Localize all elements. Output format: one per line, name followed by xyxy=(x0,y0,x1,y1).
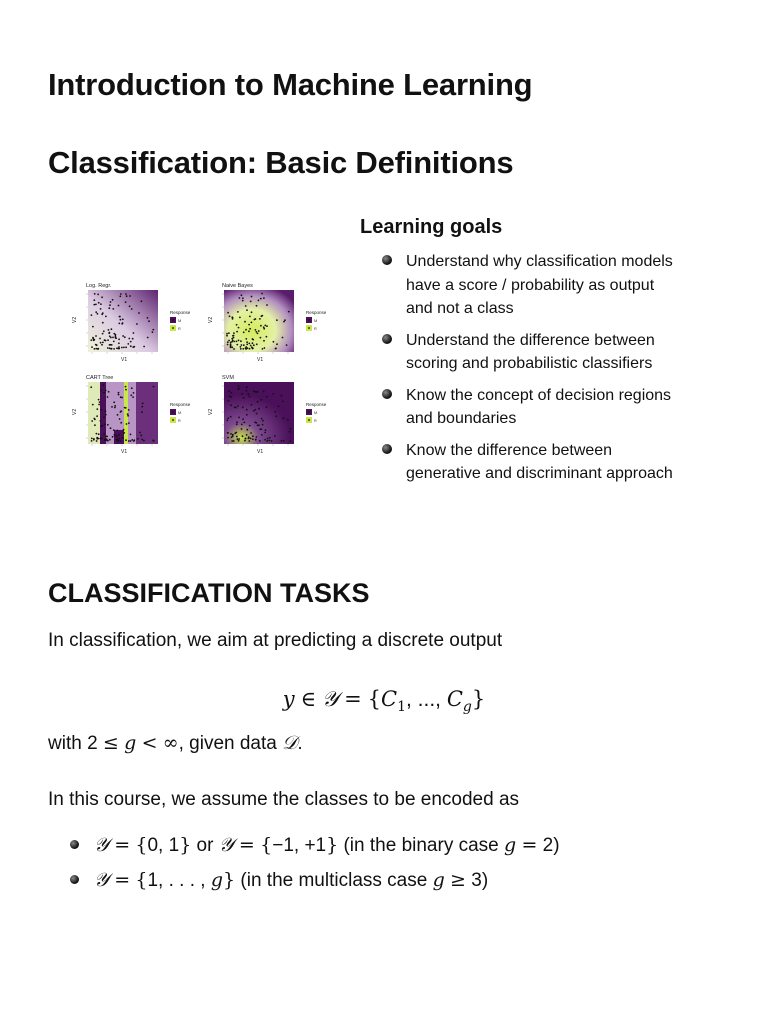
y-axis-label: V2 xyxy=(72,408,78,415)
legend-label: R xyxy=(314,419,317,423)
panel-title: CART Tree xyxy=(86,375,114,381)
learning-goals-heading: Learning goals xyxy=(360,216,503,238)
y-axis-label: V2 xyxy=(208,316,214,323)
learning-goal-text: Know the concept of decision regions and boundaries xyxy=(406,386,672,427)
legend-title: Response xyxy=(170,310,191,315)
bullet-icon xyxy=(70,875,79,884)
intro-paragraph: In classification, we aim at predicting a discrete output xyxy=(48,630,503,651)
panel-title: SVM xyxy=(222,375,234,381)
legend-label: M xyxy=(314,319,318,323)
learning-goal-text: Understand the difference between scoring and probabilistic classifiers xyxy=(406,331,655,372)
y-axis-label: V2 xyxy=(208,408,214,415)
x-axis-label: V1 xyxy=(257,449,264,455)
learning-goals-list xyxy=(382,250,682,494)
x-axis-label: V1 xyxy=(121,449,128,455)
learning-goal-item xyxy=(382,439,682,486)
output-space-equation: y ∈ 𝒴 = {$C_1$, ..., $C_g$} xyxy=(282,687,486,716)
legend-label: R xyxy=(314,327,317,331)
encoding-paragraph: In this course, we assume the classes to be encoded as xyxy=(48,789,520,810)
panel-title: Log. Regr. xyxy=(86,283,112,289)
learning-goal-item xyxy=(382,384,682,431)
encoding-item-multiclass: 𝒴 = {1, . . . , g} (in the multiclass case g ≥ 3) xyxy=(70,863,560,898)
panel-title: Naive Bayes xyxy=(222,283,253,289)
classifier-panel xyxy=(208,283,327,363)
condition-paragraph: with 2 ≤ g < ∞, given data 𝒟. xyxy=(48,732,303,754)
page-title: Introduction to Machine Learning xyxy=(48,67,533,102)
x-axis-label: V1 xyxy=(121,357,128,363)
learning-goal-text: Know the difference between generative and discriminant approach xyxy=(406,441,673,482)
legend-label: M xyxy=(178,411,182,415)
bullet-icon xyxy=(382,444,392,454)
section-heading: CLASSIFICATION TASKS xyxy=(48,578,370,608)
classifier-panel xyxy=(208,375,327,455)
y-axis-label: V2 xyxy=(72,316,78,323)
legend-title: Response xyxy=(306,402,327,407)
legend-label: R xyxy=(178,419,181,423)
learning-goal-item xyxy=(382,250,682,321)
learning-goal-text: Understand why classification models have a score / probability as output and not a class xyxy=(406,253,673,317)
legend-label: M xyxy=(314,411,318,415)
binary-case-text: (in the binary case xyxy=(343,835,499,856)
encoding-list xyxy=(70,828,560,898)
learning-goal-item xyxy=(382,329,682,376)
classifier-panel xyxy=(72,375,191,455)
legend-label: M xyxy=(178,319,182,323)
classifier-decision-regions-figure xyxy=(64,280,336,470)
classifier-panel xyxy=(72,283,191,363)
bullet-icon xyxy=(70,840,79,849)
bullet-icon xyxy=(382,255,392,265)
bullet-icon xyxy=(382,389,392,399)
x-axis-label: V1 xyxy=(257,357,264,363)
multiclass-case-text: (in the multiclass case xyxy=(240,870,428,891)
page-subtitle: Classification: Basic Definitions xyxy=(48,145,514,180)
legend-label: R xyxy=(178,327,181,331)
legend-title: Response xyxy=(170,402,191,407)
bullet-icon xyxy=(382,334,392,344)
encoding-item-binary: 𝒴 = {0, 1} or 𝒴 = {−1, +1} (in the binary case g = 2) xyxy=(70,828,560,863)
legend-title: Response xyxy=(306,310,327,315)
